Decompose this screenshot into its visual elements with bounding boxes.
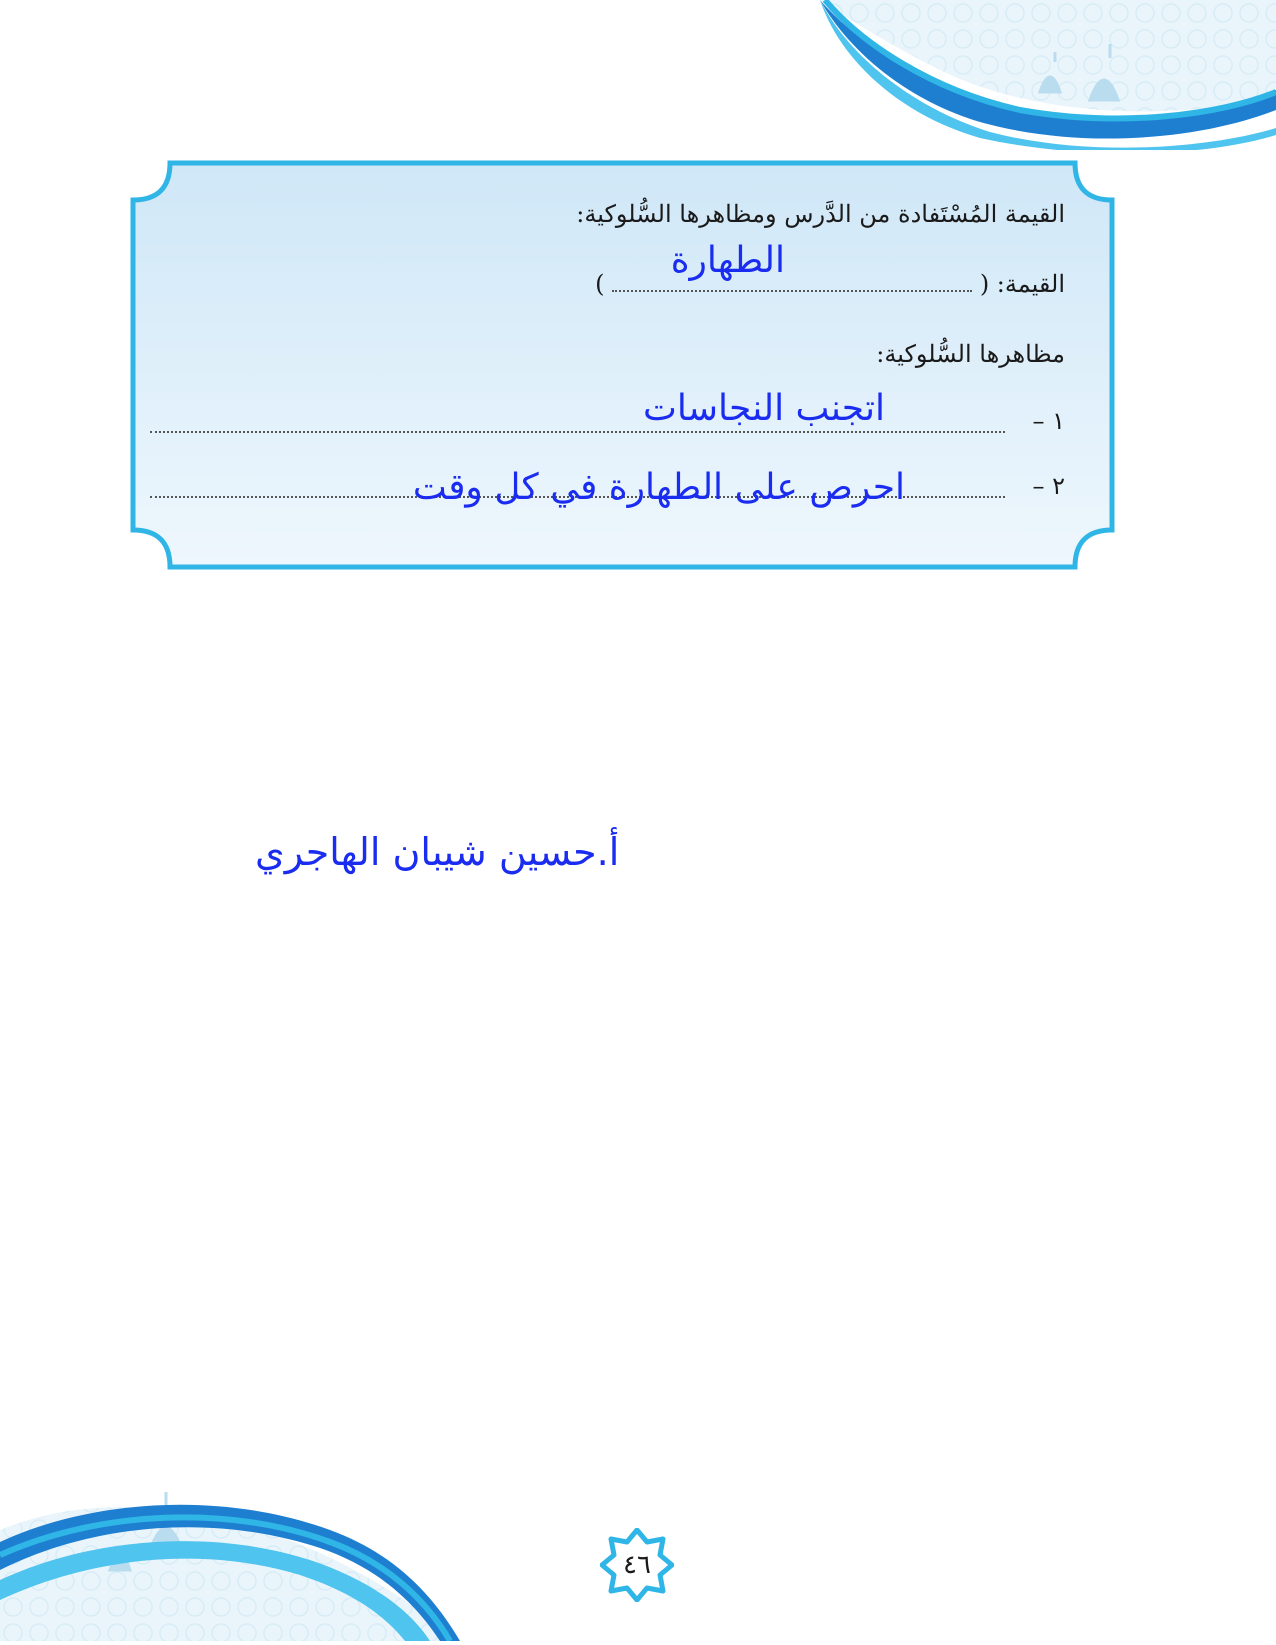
values-box: [130, 160, 1115, 570]
item-dotted-line: [150, 431, 1005, 433]
item-answer: احرص على الطهارة في كل وقت: [412, 467, 905, 508]
aspects-label: مظاهرها السُّلوكية:: [876, 340, 1065, 368]
value-row: [595, 240, 1065, 298]
item-number: ١ –: [1032, 407, 1065, 435]
list-item: [150, 388, 1065, 435]
item-answer: اتجنب النجاسات: [643, 388, 885, 429]
mosque-banner-icon: [0, 1490, 460, 1641]
value-close: ): [595, 270, 605, 298]
list-item: [150, 460, 1065, 508]
top-corner-decoration: [820, 0, 1276, 150]
box-heading: القيمة المُسْتَفادة من الدَّرس ومظاهرها السُّلوكية:: [576, 200, 1065, 228]
item-number: ٢ –: [1032, 472, 1065, 500]
page-number: ٤٦: [623, 1550, 651, 1580]
value-dotted-line: [612, 272, 972, 292]
value-answer: الطهارة: [670, 240, 785, 281]
author-name: أ.حسين شيبان الهاجري: [255, 830, 620, 874]
value-label: القيمة: (: [979, 270, 1065, 298]
mosque-banner-icon: [820, 0, 1276, 150]
page-number-badge: [600, 1528, 674, 1602]
bottom-corner-decoration: [0, 1490, 460, 1641]
